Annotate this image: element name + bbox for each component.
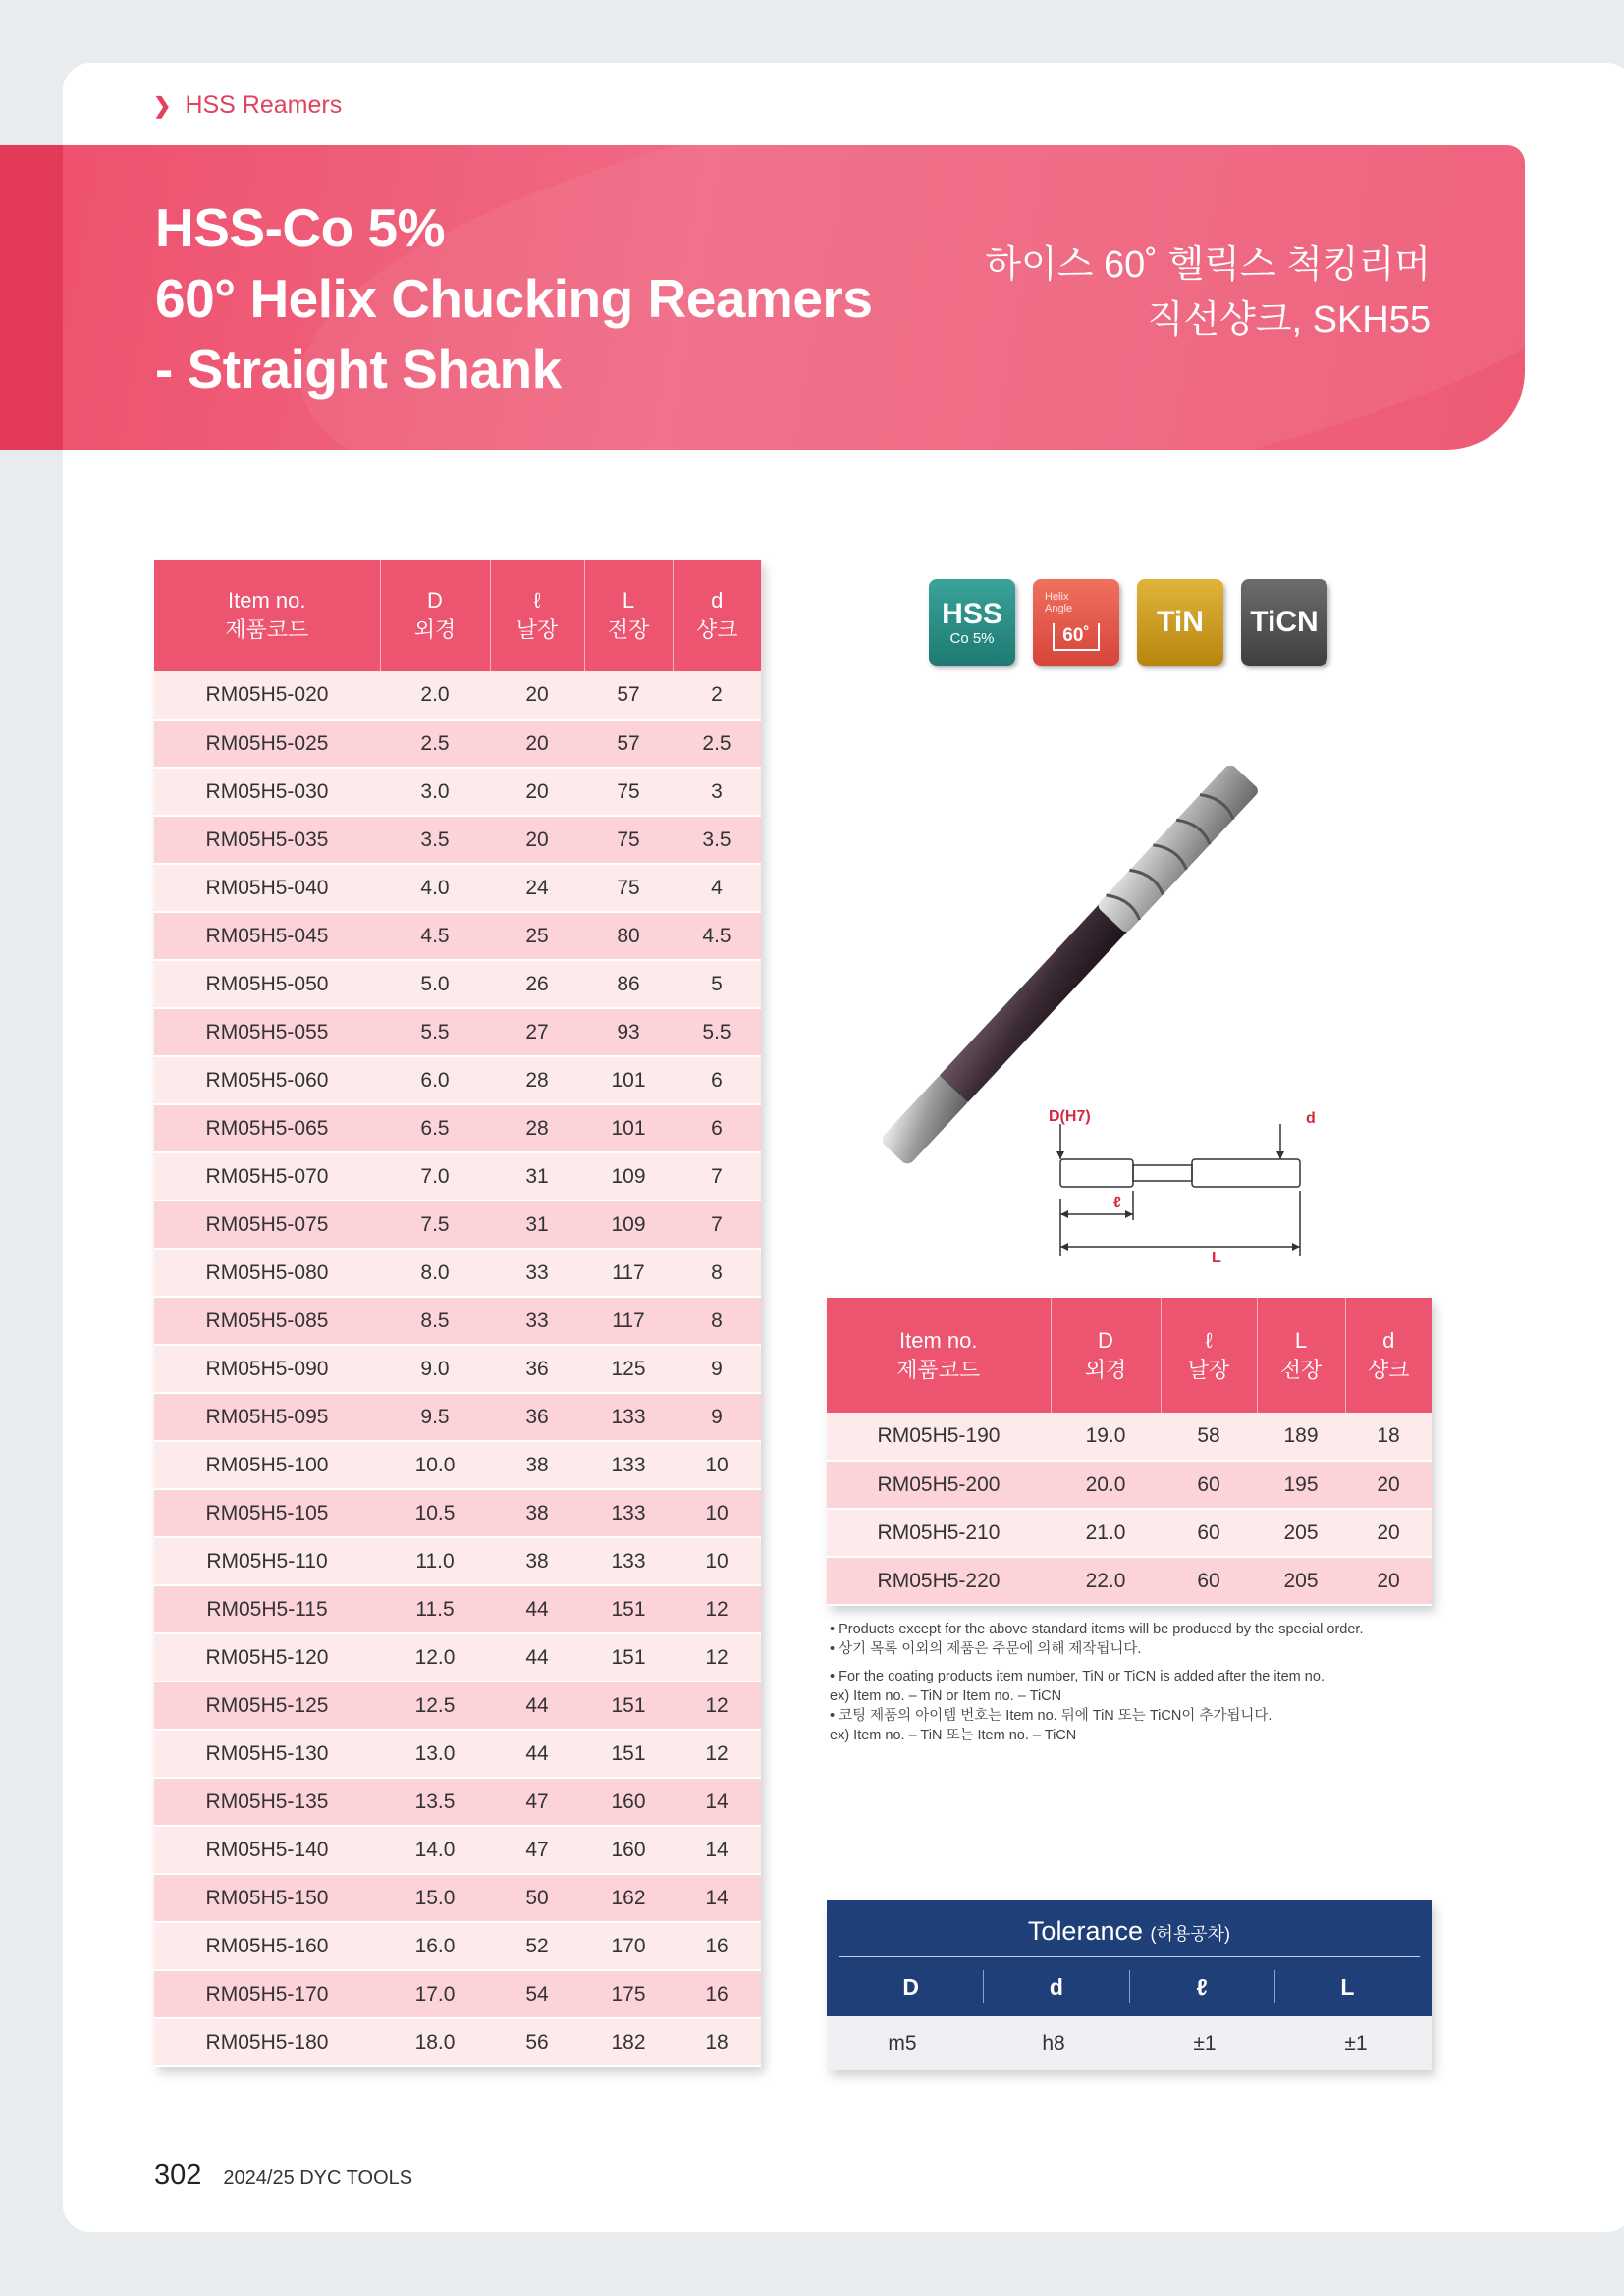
extended-spec-table xyxy=(827,1298,1432,1606)
header-D: D 외경 xyxy=(1051,1298,1161,1413)
table-cell: 151 xyxy=(584,1633,673,1682)
table-cell: 36 xyxy=(490,1345,584,1393)
table-row xyxy=(154,1778,761,1826)
table-header-row xyxy=(154,560,761,671)
table-row xyxy=(154,912,761,960)
title-line-1: HSS-Co 5% xyxy=(155,197,445,258)
table-cell: 14 xyxy=(673,1826,761,1874)
table-cell: RM05H5-025 xyxy=(154,720,380,768)
table-cell: RM05H5-220 xyxy=(827,1557,1051,1605)
table-cell: 13.5 xyxy=(380,1778,490,1826)
table-cell: 52 xyxy=(490,1922,584,1970)
table-cell: 3 xyxy=(673,768,761,816)
tolerance-value-l: ±1 xyxy=(1193,2031,1217,2055)
note-coating-en: • For the coating products item number, TiN or TiCN is added after the item no. xyxy=(830,1669,1325,1684)
hss-co5-badge: HSS Co 5% xyxy=(929,579,1015,666)
table-row xyxy=(154,1441,761,1489)
table-cell: 20 xyxy=(490,720,584,768)
page-footer xyxy=(154,2160,412,2192)
tolerance-table xyxy=(827,1900,1432,2070)
table-cell: RM05H5-140 xyxy=(154,1826,380,1874)
table-cell: 14 xyxy=(673,1874,761,1922)
helix-angle-badge: Helix Angle 60˚ xyxy=(1033,579,1119,666)
table-cell: 75 xyxy=(584,816,673,864)
table-cell: 9.0 xyxy=(380,1345,490,1393)
note-special-order-ko: • 상기 목록 이외의 제품은 주문에 의해 제작됩니다. xyxy=(830,1641,1142,1657)
table-cell: RM05H5-045 xyxy=(154,912,380,960)
table-row xyxy=(154,768,761,816)
table-row xyxy=(154,1826,761,1874)
table-row xyxy=(154,1345,761,1393)
tolerance-value-d: h8 xyxy=(1042,2031,1065,2055)
table-cell: RM05H5-070 xyxy=(154,1152,380,1201)
table-cell: 133 xyxy=(584,1537,673,1585)
table-cell: 117 xyxy=(584,1249,673,1297)
tolerance-col-D: D xyxy=(902,1974,919,2000)
table-cell: RM05H5-150 xyxy=(154,1874,380,1922)
title-ko-line-2: 직선샹크, SKH55 xyxy=(1147,299,1431,341)
table-cell: 12 xyxy=(673,1682,761,1730)
table-cell: RM05H5-060 xyxy=(154,1056,380,1104)
header-L: L 전장 xyxy=(584,560,673,671)
table-cell: 101 xyxy=(584,1104,673,1152)
table-cell: 2 xyxy=(673,671,761,720)
table-row xyxy=(154,1008,761,1056)
table-cell: 151 xyxy=(584,1730,673,1778)
table-cell: 75 xyxy=(584,864,673,912)
table-cell: 15.0 xyxy=(380,1874,490,1922)
table-cell: 36 xyxy=(490,1393,584,1441)
table-row xyxy=(154,1682,761,1730)
table-cell: RM05H5-105 xyxy=(154,1489,380,1537)
header-item-no: Item no. 제품코드 xyxy=(827,1298,1051,1413)
table-cell: 5.0 xyxy=(380,960,490,1008)
table-cell: 160 xyxy=(584,1826,673,1874)
table-row xyxy=(154,1489,761,1537)
l-dimension-label: ℓ xyxy=(1113,1195,1121,1211)
header-d: d 샹크 xyxy=(673,560,761,671)
tolerance-value-L: ±1 xyxy=(1344,2031,1368,2055)
table-cell: 28 xyxy=(490,1056,584,1104)
table-cell: RM05H5-085 xyxy=(154,1297,380,1345)
table-cell: RM05H5-095 xyxy=(154,1393,380,1441)
table-cell: RM05H5-075 xyxy=(154,1201,380,1249)
table-cell: 109 xyxy=(584,1201,673,1249)
table-cell: 133 xyxy=(584,1393,673,1441)
feature-badges xyxy=(929,579,1327,666)
table-row xyxy=(154,1249,761,1297)
banner-edge xyxy=(0,145,63,450)
table-row xyxy=(827,1509,1432,1557)
table-cell: RM05H5-100 xyxy=(154,1441,380,1489)
table-cell: 47 xyxy=(490,1778,584,1826)
table-cell: RM05H5-030 xyxy=(154,768,380,816)
tolerance-values xyxy=(827,2016,1432,2070)
table-cell: 170 xyxy=(584,1922,673,1970)
table-cell: 5.5 xyxy=(673,1008,761,1056)
table-cell: 44 xyxy=(490,1585,584,1633)
header-d: d 샹크 xyxy=(1345,1298,1432,1413)
d-dimension-label: d xyxy=(1306,1110,1316,1127)
tin-coating-badge: TiN xyxy=(1137,579,1223,666)
table-cell: 20.0 xyxy=(1051,1461,1161,1509)
table-cell: 4 xyxy=(673,864,761,912)
table-cell: 7 xyxy=(673,1201,761,1249)
table-cell: 9 xyxy=(673,1345,761,1393)
table-cell: 151 xyxy=(584,1682,673,1730)
table-cell: RM05H5-020 xyxy=(154,671,380,720)
breadcrumb-label: HSS Reamers xyxy=(185,91,343,119)
table-cell: 205 xyxy=(1257,1509,1345,1557)
table-cell: 16.0 xyxy=(380,1922,490,1970)
table-row xyxy=(154,1730,761,1778)
table-cell: 14 xyxy=(673,1778,761,1826)
table-cell: 60 xyxy=(1161,1509,1257,1557)
table-cell: 8 xyxy=(673,1297,761,1345)
page-number: 302 xyxy=(154,2160,202,2191)
header-D: D 외경 xyxy=(380,560,490,671)
table-row xyxy=(154,1056,761,1104)
table-cell: 20 xyxy=(490,671,584,720)
table-cell: 28 xyxy=(490,1104,584,1152)
L-dimension-label: L xyxy=(1212,1250,1221,1266)
table-cell: 7.5 xyxy=(380,1201,490,1249)
table-cell: 12 xyxy=(673,1633,761,1682)
tolerance-columns xyxy=(839,1957,1420,2016)
tolerance-col-L: L xyxy=(1274,1970,1420,2003)
table-cell: 12.5 xyxy=(380,1682,490,1730)
table-cell: 133 xyxy=(584,1489,673,1537)
table-cell: RM05H5-040 xyxy=(154,864,380,912)
table-cell: 133 xyxy=(584,1441,673,1489)
table-cell: 10 xyxy=(673,1489,761,1537)
table-cell: 17.0 xyxy=(380,1970,490,2018)
table-cell: RM05H5-190 xyxy=(827,1413,1051,1461)
table-cell: 109 xyxy=(584,1152,673,1201)
table-cell: RM05H5-200 xyxy=(827,1461,1051,1509)
table-cell: 18 xyxy=(673,2018,761,2066)
table-cell: 195 xyxy=(1257,1461,1345,1509)
table-row xyxy=(154,2018,761,2066)
ticn-coating-badge: TiCN xyxy=(1241,579,1327,666)
table-cell: 57 xyxy=(584,720,673,768)
table-cell: 18.0 xyxy=(380,2018,490,2066)
table-cell: 151 xyxy=(584,1585,673,1633)
table-cell: 10 xyxy=(673,1441,761,1489)
table-row xyxy=(154,960,761,1008)
notes xyxy=(830,1620,1438,1745)
table-cell: 10.0 xyxy=(380,1441,490,1489)
table-cell: 205 xyxy=(1257,1557,1345,1605)
title-line-3: - Straight Shank xyxy=(155,339,562,400)
table-cell: 12 xyxy=(673,1585,761,1633)
chevron-right-icon: ❯ xyxy=(153,92,172,118)
table-cell: 189 xyxy=(1257,1413,1345,1461)
table-cell: 4.0 xyxy=(380,864,490,912)
table-cell: 38 xyxy=(490,1537,584,1585)
table-cell: 6 xyxy=(673,1056,761,1104)
table-cell: 31 xyxy=(490,1152,584,1201)
tolerance-title: Tolerance (허용공차) xyxy=(839,1916,1420,1957)
header-L: L 전장 xyxy=(1257,1298,1345,1413)
table-cell: 20 xyxy=(1345,1557,1432,1605)
table-cell: RM05H5-115 xyxy=(154,1585,380,1633)
page-title xyxy=(155,192,872,404)
table-cell: 9 xyxy=(673,1393,761,1441)
table-cell: 13.0 xyxy=(380,1730,490,1778)
table-row xyxy=(827,1461,1432,1509)
table-cell: RM05H5-125 xyxy=(154,1682,380,1730)
table-cell: 4.5 xyxy=(673,912,761,960)
table-cell: RM05H5-065 xyxy=(154,1104,380,1152)
table-cell: 7.0 xyxy=(380,1152,490,1201)
table-cell: 54 xyxy=(490,1970,584,2018)
title-line-2: 60° Helix Chucking Reamers xyxy=(155,268,873,329)
table-cell: 44 xyxy=(490,1730,584,1778)
table-cell: 80 xyxy=(584,912,673,960)
table-cell: 38 xyxy=(490,1489,584,1537)
header-l: ℓ 날장 xyxy=(1161,1298,1257,1413)
table-cell: RM05H5-035 xyxy=(154,816,380,864)
table-row xyxy=(827,1413,1432,1461)
table-row xyxy=(827,1557,1432,1605)
table-header-row xyxy=(827,1298,1432,1413)
table-cell: 20 xyxy=(1345,1461,1432,1509)
table-cell: 21.0 xyxy=(1051,1509,1161,1557)
table-row xyxy=(154,1874,761,1922)
note-coating-ko: • 코팅 제품의 아이템 번호는 Item no. 뒤에 TiN 또는 TiCN이 추가됩니다. xyxy=(830,1708,1272,1724)
table-cell: RM05H5-055 xyxy=(154,1008,380,1056)
table-cell: 20 xyxy=(490,768,584,816)
table-cell: 9.5 xyxy=(380,1393,490,1441)
tolerance-col-l: ℓ xyxy=(1129,1970,1274,2003)
table-cell: RM05H5-090 xyxy=(154,1345,380,1393)
main-spec-table xyxy=(154,560,761,2067)
dimension-diagram xyxy=(1041,1104,1375,1271)
table-cell: 86 xyxy=(584,960,673,1008)
table-cell: RM05H5-210 xyxy=(827,1509,1051,1557)
table-row xyxy=(154,1152,761,1201)
table-cell: 12.0 xyxy=(380,1633,490,1682)
table-cell: 2.0 xyxy=(380,671,490,720)
table-cell: 20 xyxy=(490,816,584,864)
table-cell: 93 xyxy=(584,1008,673,1056)
table-cell: 33 xyxy=(490,1249,584,1297)
table-cell: 2.5 xyxy=(673,720,761,768)
table-row xyxy=(154,1970,761,2018)
header-item-no: Item no. 제품코드 xyxy=(154,560,380,671)
table-row xyxy=(154,1297,761,1345)
table-cell: 3.5 xyxy=(673,816,761,864)
table-cell: 16 xyxy=(673,1970,761,2018)
table-cell: 4.5 xyxy=(380,912,490,960)
table-cell: RM05H5-130 xyxy=(154,1730,380,1778)
table-cell: 3.0 xyxy=(380,768,490,816)
table-cell: 182 xyxy=(584,2018,673,2066)
table-cell: 5.5 xyxy=(380,1008,490,1056)
table-row xyxy=(154,671,761,720)
table-cell: 162 xyxy=(584,1874,673,1922)
table-row xyxy=(154,1104,761,1152)
table-cell: 50 xyxy=(490,1874,584,1922)
table-cell: 175 xyxy=(584,1970,673,2018)
table-cell: 10.5 xyxy=(380,1489,490,1537)
table-cell: RM05H5-135 xyxy=(154,1778,380,1826)
table-cell: RM05H5-110 xyxy=(154,1537,380,1585)
table-cell: 18 xyxy=(1345,1413,1432,1461)
title-ko-line-1: 하이스 60˚ 헬릭스 척킹리머 xyxy=(985,244,1431,286)
table-cell: 58 xyxy=(1161,1413,1257,1461)
table-cell: RM05H5-160 xyxy=(154,1922,380,1970)
table-cell: RM05H5-120 xyxy=(154,1633,380,1682)
table-cell: 11.5 xyxy=(380,1585,490,1633)
table-cell: 6.5 xyxy=(380,1104,490,1152)
note-coating-en-example: ex) Item no. – TiN or Item no. – TiCN xyxy=(830,1688,1062,1704)
table-cell: 60 xyxy=(1161,1461,1257,1509)
table-row xyxy=(154,720,761,768)
table-cell: 57 xyxy=(584,671,673,720)
breadcrumb[interactable] xyxy=(153,91,342,120)
table-row xyxy=(154,1633,761,1682)
D-dimension-label: D(H7) xyxy=(1049,1108,1091,1125)
table-row xyxy=(154,816,761,864)
page-title-korean xyxy=(985,238,1431,347)
table-cell: 27 xyxy=(490,1008,584,1056)
table-cell: RM05H5-180 xyxy=(154,2018,380,2066)
table-cell: 14.0 xyxy=(380,1826,490,1874)
table-row xyxy=(154,1585,761,1633)
table-cell: 12 xyxy=(673,1730,761,1778)
tolerance-value-D: m5 xyxy=(888,2031,917,2055)
table-cell: 117 xyxy=(584,1297,673,1345)
table-cell: 47 xyxy=(490,1826,584,1874)
table-cell: 33 xyxy=(490,1297,584,1345)
tolerance-col-d: d xyxy=(983,1970,1128,2003)
table-cell: 22.0 xyxy=(1051,1557,1161,1605)
table-cell: 101 xyxy=(584,1056,673,1104)
table-row xyxy=(154,864,761,912)
table-cell: 31 xyxy=(490,1201,584,1249)
table-cell: 8.0 xyxy=(380,1249,490,1297)
table-row xyxy=(154,1201,761,1249)
table-row xyxy=(154,1537,761,1585)
table-cell: 25 xyxy=(490,912,584,960)
table-row xyxy=(154,1922,761,1970)
table-cell: 125 xyxy=(584,1345,673,1393)
table-cell: 75 xyxy=(584,768,673,816)
catalog-brand: 2024/25 DYC TOOLS xyxy=(223,2167,413,2189)
table-cell: 56 xyxy=(490,2018,584,2066)
table-cell: 19.0 xyxy=(1051,1413,1161,1461)
table-cell: RM05H5-170 xyxy=(154,1970,380,2018)
table-cell: 10 xyxy=(673,1537,761,1585)
table-cell: 60 xyxy=(1161,1557,1257,1605)
note-special-order-en: • Products except for the above standard items will be produced by the special order. xyxy=(830,1622,1364,1637)
note-coating-ko-example: ex) Item no. – TiN 또는 Item no. – TiCN xyxy=(830,1728,1077,1743)
table-cell: RM05H5-080 xyxy=(154,1249,380,1297)
header-l: ℓ 날장 xyxy=(490,560,584,671)
table-cell: 8.5 xyxy=(380,1297,490,1345)
table-cell: 24 xyxy=(490,864,584,912)
table-cell: 3.5 xyxy=(380,816,490,864)
table-cell: 38 xyxy=(490,1441,584,1489)
table-cell: 44 xyxy=(490,1633,584,1682)
table-cell: 7 xyxy=(673,1152,761,1201)
table-cell: 5 xyxy=(673,960,761,1008)
table-cell: 26 xyxy=(490,960,584,1008)
table-cell: 20 xyxy=(1345,1509,1432,1557)
table-cell: 6.0 xyxy=(380,1056,490,1104)
table-row xyxy=(154,1393,761,1441)
table-cell: 11.0 xyxy=(380,1537,490,1585)
table-cell: 44 xyxy=(490,1682,584,1730)
table-cell: 2.5 xyxy=(380,720,490,768)
table-cell: 6 xyxy=(673,1104,761,1152)
table-cell: 8 xyxy=(673,1249,761,1297)
table-cell: RM05H5-050 xyxy=(154,960,380,1008)
tolerance-header xyxy=(827,1900,1432,2016)
table-cell: 16 xyxy=(673,1922,761,1970)
table-cell: 160 xyxy=(584,1778,673,1826)
